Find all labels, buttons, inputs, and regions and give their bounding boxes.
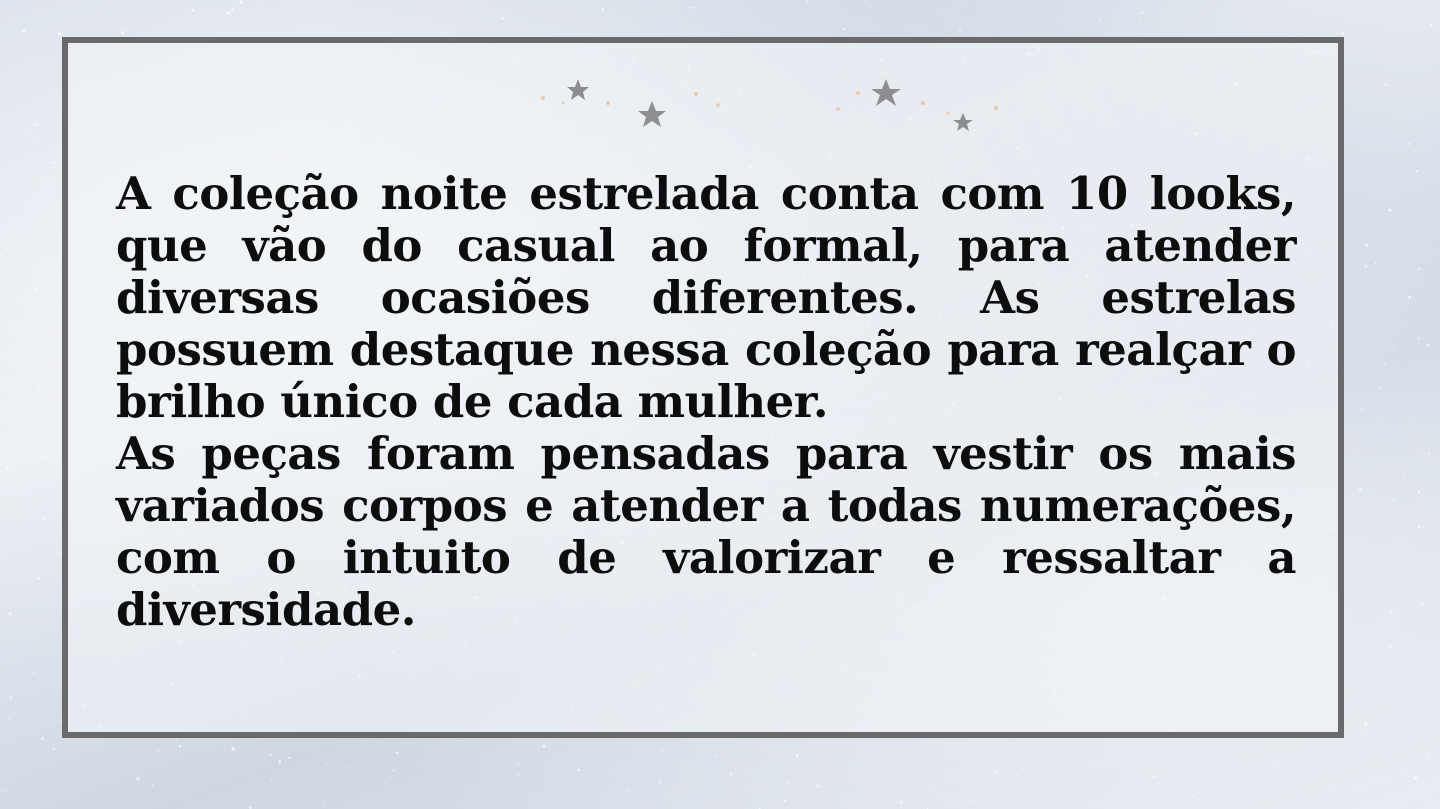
sparkle-dot bbox=[1400, 230, 1401, 231]
sparkle-dot bbox=[1367, 1, 1369, 3]
sparkle-dot bbox=[18, 714, 20, 716]
sparkle-dot bbox=[7, 351, 9, 353]
sparkle-dot bbox=[942, 6, 943, 7]
sparkle-dot bbox=[1423, 571, 1426, 574]
sparkle-dot bbox=[37, 141, 39, 143]
sparkle-dot bbox=[1332, 786, 1334, 788]
sparkle-dot bbox=[56, 16, 57, 17]
sparkle-dot bbox=[687, 791, 690, 794]
sparkle-dot bbox=[1389, 209, 1392, 212]
sparkle-dot bbox=[1409, 519, 1411, 521]
sparkle-dot bbox=[1364, 722, 1366, 724]
sparkle-dot bbox=[1342, 782, 1343, 783]
sparkle-dot bbox=[543, 745, 546, 748]
star-icon bbox=[953, 113, 973, 131]
sparkle-dot bbox=[1416, 170, 1419, 173]
sparkle-dot bbox=[1141, 11, 1144, 14]
sparkle-dot bbox=[1342, 32, 1344, 34]
sparkle-dot bbox=[790, 765, 792, 767]
sparkle-dot bbox=[501, 17, 504, 20]
sparkle-dot bbox=[1408, 296, 1411, 299]
sparkle-dot bbox=[6, 466, 9, 469]
sparkle-dot bbox=[1056, 753, 1057, 754]
sparkle-dot bbox=[1418, 502, 1419, 503]
sparkle-dot bbox=[1428, 453, 1430, 455]
sparkle-dot bbox=[1022, 767, 1025, 770]
star-icon bbox=[567, 79, 589, 100]
sparkle-dot bbox=[25, 152, 27, 154]
sparkle-dot bbox=[1359, 488, 1362, 491]
sparkle-dot bbox=[1404, 474, 1406, 476]
sparkle-dot bbox=[1364, 475, 1366, 477]
sparkle-dot bbox=[1368, 611, 1369, 612]
sparkle-dot bbox=[55, 154, 58, 157]
sparkle-dot bbox=[725, 774, 726, 775]
sparkle-dot bbox=[4, 790, 6, 792]
sparkle-dot bbox=[926, 759, 927, 760]
sparkle-dot bbox=[44, 717, 45, 718]
sparkle-dot bbox=[136, 777, 139, 780]
sparkle-dot bbox=[27, 249, 29, 251]
sparkle-dot bbox=[157, 749, 159, 751]
sparkle-dot bbox=[1365, 244, 1368, 247]
sparkle-dot bbox=[449, 26, 450, 27]
sparkle-dot bbox=[176, 739, 178, 741]
sparkle-dot bbox=[1411, 418, 1413, 420]
sparkle-dot bbox=[1403, 143, 1404, 144]
sparkle-dot bbox=[1426, 344, 1429, 347]
sparkle-dot bbox=[1381, 416, 1382, 417]
sparkle-dot bbox=[962, 762, 963, 763]
sparkle-dot bbox=[438, 789, 440, 791]
sparkle-dot bbox=[817, 785, 820, 788]
sparkle-dot bbox=[864, 0, 865, 1]
sparkle-dot bbox=[602, 8, 604, 10]
sparkle-dot bbox=[716, 756, 718, 758]
sparkle-dot bbox=[552, 24, 553, 25]
sparkle-dot bbox=[1393, 722, 1394, 723]
sparkle-dot bbox=[694, 7, 695, 8]
sparkle-dot bbox=[501, 14, 502, 15]
sparkle-dot bbox=[178, 745, 181, 748]
sparkle-dot bbox=[242, 30, 243, 31]
sparkle-dot bbox=[0, 393, 1, 395]
paragraph-intro: A coleção noite estrelada conta com 10 looks, que vão do casual ao formal, para atender diversas ocasiões diferentes. As estrelas possuem destaque nessa coleção para realçar o brilho único de cada mulher. bbox=[116, 167, 1296, 428]
sparkle-dot bbox=[231, 8, 234, 11]
sparkle-dot bbox=[424, 807, 425, 808]
sparkle-dot bbox=[34, 124, 37, 127]
sparkle-dot bbox=[41, 455, 44, 458]
sparkle-dot bbox=[1389, 644, 1392, 647]
sparkle-dot bbox=[38, 577, 40, 579]
sparkle-dot bbox=[53, 162, 55, 164]
sparkle-dot bbox=[37, 388, 40, 391]
text-card bbox=[62, 37, 1344, 738]
sparkle-dot bbox=[1406, 795, 1407, 796]
sparkle-dot bbox=[53, 455, 54, 456]
sparkle-dot bbox=[34, 277, 36, 279]
sparkle-dot bbox=[0, 253, 2, 256]
sparkle-dot bbox=[529, 24, 531, 26]
sparkle-dot bbox=[796, 754, 799, 757]
sparkle-dot bbox=[44, 682, 45, 683]
sparkle-dot bbox=[1378, 387, 1381, 390]
sparkle-dot bbox=[1390, 610, 1393, 613]
sparkle-dot bbox=[1187, 796, 1188, 797]
sparkle-dot bbox=[227, 12, 230, 15]
sparkle-dot bbox=[963, 2, 964, 3]
sparkle-dot bbox=[1364, 265, 1367, 268]
sparkle-dot bbox=[11, 452, 13, 454]
sparkle-dot bbox=[72, 2, 73, 3]
sparkle-dot bbox=[760, 762, 761, 763]
sparkle-dot bbox=[28, 135, 30, 137]
sparkle-dot bbox=[327, 764, 329, 766]
sparkle-dot bbox=[1430, 23, 1433, 26]
sparkle-dot bbox=[1360, 409, 1362, 411]
sparkle-dot bbox=[951, 775, 954, 778]
sparkle-dot bbox=[29, 535, 31, 537]
sparkle-dot bbox=[1417, 337, 1420, 340]
sparkle-dot bbox=[476, 22, 477, 23]
sparkle-dot bbox=[460, 740, 461, 741]
sparkle-dot bbox=[1209, 771, 1211, 773]
sparkle-dot bbox=[15, 274, 18, 277]
sparkle-dot bbox=[48, 434, 50, 436]
sparkle-dot bbox=[957, 1, 959, 3]
sparkle-dot bbox=[1399, 66, 1402, 69]
sparkle-dot bbox=[47, 595, 48, 596]
sparkle-dot bbox=[1384, 492, 1386, 494]
sparkle-dot bbox=[995, 771, 998, 774]
sparkle-dot bbox=[270, 779, 271, 780]
sparkle-dot bbox=[1362, 259, 1364, 261]
sparkle-dot bbox=[1344, 1, 1346, 3]
sparkle-dot bbox=[863, 760, 864, 761]
sparkle-dot bbox=[1409, 4, 1410, 5]
sparkle-dot bbox=[659, 781, 662, 784]
sparkle-dot bbox=[1393, 499, 1395, 501]
sparkle-dot bbox=[278, 760, 281, 763]
sparkle-dot bbox=[41, 737, 44, 740]
sparkle-dot bbox=[879, 746, 880, 747]
sparkle-dot bbox=[6, 407, 8, 409]
sparkle-dot bbox=[396, 751, 398, 753]
sparkle-dot bbox=[151, 784, 154, 787]
sparkle-dot bbox=[28, 274, 29, 275]
sparkle-dot bbox=[441, 33, 442, 34]
sparkle-dot bbox=[843, 28, 845, 30]
sparkle-dot bbox=[71, 797, 72, 798]
sparkle-dot bbox=[1153, 775, 1156, 778]
sparkle-dot bbox=[191, 9, 194, 12]
sparkle-dot bbox=[1192, 795, 1195, 798]
star-icon bbox=[871, 79, 901, 106]
sparkle-dot bbox=[1394, 125, 1396, 127]
sparkle-dot bbox=[10, 156, 11, 157]
sparkle-dot bbox=[1422, 7, 1423, 8]
sparkle-dot bbox=[781, 19, 782, 20]
sparkle-dot bbox=[1110, 804, 1112, 806]
sparkle-dot bbox=[384, 773, 385, 774]
sparkle-dot bbox=[346, 767, 347, 768]
sparkle-dot bbox=[121, 31, 124, 34]
sparkle-dot bbox=[628, 788, 631, 791]
sparkle-dot bbox=[1418, 491, 1421, 494]
sparkle-dot bbox=[661, 750, 664, 753]
sparkle-dot bbox=[257, 2, 258, 3]
sparkle-dot bbox=[1320, 22, 1322, 24]
sparkle-dot bbox=[217, 26, 219, 28]
sparkle-dot bbox=[22, 29, 25, 32]
sparkle-dot bbox=[1239, 785, 1240, 786]
dot-trail bbox=[541, 91, 998, 115]
sparkle-dot bbox=[1139, 19, 1141, 21]
sparkle-dot bbox=[1243, 746, 1244, 747]
sparkle-dot bbox=[969, 800, 971, 802]
sparkle-dot bbox=[1099, 20, 1101, 22]
sparkle-dot bbox=[932, 783, 934, 785]
sparkle-dot bbox=[16, 637, 17, 638]
sparkle-dot bbox=[43, 517, 46, 520]
sparkle-dot bbox=[1223, 25, 1224, 26]
sparkle-dot bbox=[322, 802, 324, 804]
sparkle-dot bbox=[19, 198, 20, 199]
sparkle-dot bbox=[239, 1, 242, 4]
sparkle-dot bbox=[8, 365, 11, 368]
sparkle-dot bbox=[787, 782, 789, 784]
sparkle-dot bbox=[1366, 185, 1368, 187]
sparkle-dot bbox=[24, 208, 25, 209]
sparkle-dot bbox=[900, 801, 903, 804]
sparkle-dot bbox=[392, 769, 395, 772]
sparkle-dot bbox=[52, 747, 55, 750]
sparkle-dot bbox=[1371, 102, 1372, 103]
sparkle-dot bbox=[1437, 177, 1439, 179]
sparkle-dot bbox=[25, 58, 26, 59]
sparkle-dot bbox=[44, 179, 47, 182]
sparkle-dot bbox=[269, 754, 272, 757]
star-icon bbox=[638, 101, 666, 127]
sparkle-dot bbox=[1380, 566, 1381, 567]
sparkle-dot bbox=[806, 0, 809, 3]
moon-icon bbox=[746, 57, 810, 148]
collection-description bbox=[116, 168, 1296, 636]
sparkle-dot bbox=[1014, 11, 1015, 12]
sparkle-dot bbox=[1362, 730, 1364, 732]
sparkle-dot bbox=[288, 757, 290, 759]
sparkle-dot bbox=[991, 751, 993, 753]
sparkle-dot bbox=[578, 769, 580, 771]
sparkle-dot bbox=[974, 751, 975, 752]
paragraph-diversity: As peças foram pensadas para vestir os mais variados corpos e atender a todas numerações, com o intuito de valorizar e ressaltar a diversidade. bbox=[116, 427, 1296, 636]
sparkle-dot bbox=[1393, 251, 1394, 252]
sparkle-dot bbox=[37, 365, 39, 367]
sparkle-dot bbox=[975, 765, 977, 767]
sparkle-dot bbox=[1385, 84, 1387, 86]
sparkle-dot bbox=[50, 438, 52, 440]
sparkle-dot bbox=[959, 29, 962, 32]
sparkle-dot bbox=[377, 759, 378, 760]
sparkle-dot bbox=[730, 772, 733, 775]
sparkle-dot bbox=[1417, 267, 1420, 270]
sparkle-dot bbox=[19, 23, 21, 25]
sparkle-dot bbox=[244, 796, 246, 798]
sparkle-dot bbox=[55, 61, 57, 63]
sparkle-dot bbox=[9, 483, 11, 485]
sparkle-dot bbox=[8, 717, 11, 720]
sparkle-dot bbox=[214, 745, 215, 746]
sparkle-dot bbox=[772, 787, 773, 788]
sparkle-dot bbox=[517, 774, 519, 776]
sparkle-dot bbox=[1392, 345, 1394, 347]
sparkle-dot bbox=[1389, 290, 1390, 291]
sparkle-dot bbox=[618, 744, 619, 745]
sparkle-dot bbox=[784, 800, 786, 802]
sparkle-dot bbox=[1364, 18, 1366, 20]
sparkle-dot bbox=[688, 7, 690, 9]
sparkle-dot bbox=[1412, 373, 1413, 374]
sparkle-dot bbox=[1414, 777, 1417, 780]
sparkle-dot bbox=[1364, 639, 1366, 641]
sparkle-dot bbox=[8, 612, 11, 615]
sparkle-dot bbox=[40, 334, 41, 335]
sparkle-dot bbox=[1400, 265, 1401, 266]
sparkle-dot bbox=[33, 672, 35, 674]
sparkle-dot bbox=[28, 6, 29, 7]
sparkle-dot bbox=[1352, 134, 1353, 135]
sparkle-dot bbox=[58, 32, 61, 35]
sparkle-dot bbox=[9, 696, 12, 699]
sparkle-dot bbox=[12, 254, 13, 255]
sparkle-dot bbox=[516, 763, 519, 766]
sparkle-dot bbox=[33, 287, 36, 290]
sparkle-dot bbox=[1427, 756, 1429, 758]
sparkle-dot bbox=[391, 776, 393, 778]
sparkle-dot bbox=[844, 792, 845, 793]
sparkle-dot bbox=[1375, 262, 1377, 264]
sparkle-dot bbox=[1408, 142, 1411, 145]
sparkle-dot bbox=[1396, 691, 1397, 692]
sparkle-dot bbox=[1421, 602, 1424, 605]
sparkle-dot bbox=[1383, 362, 1386, 365]
moon-stars-ornament bbox=[528, 51, 1008, 151]
sparkle-dot bbox=[1280, 23, 1282, 25]
sparkle-dot bbox=[1352, 556, 1353, 557]
sparkle-dot bbox=[1381, 684, 1382, 685]
sparkle-dot bbox=[231, 747, 234, 750]
sparkle-dot bbox=[798, 19, 800, 21]
sparkle-dot bbox=[1418, 526, 1420, 528]
sparkle-dot bbox=[1276, 766, 1278, 768]
